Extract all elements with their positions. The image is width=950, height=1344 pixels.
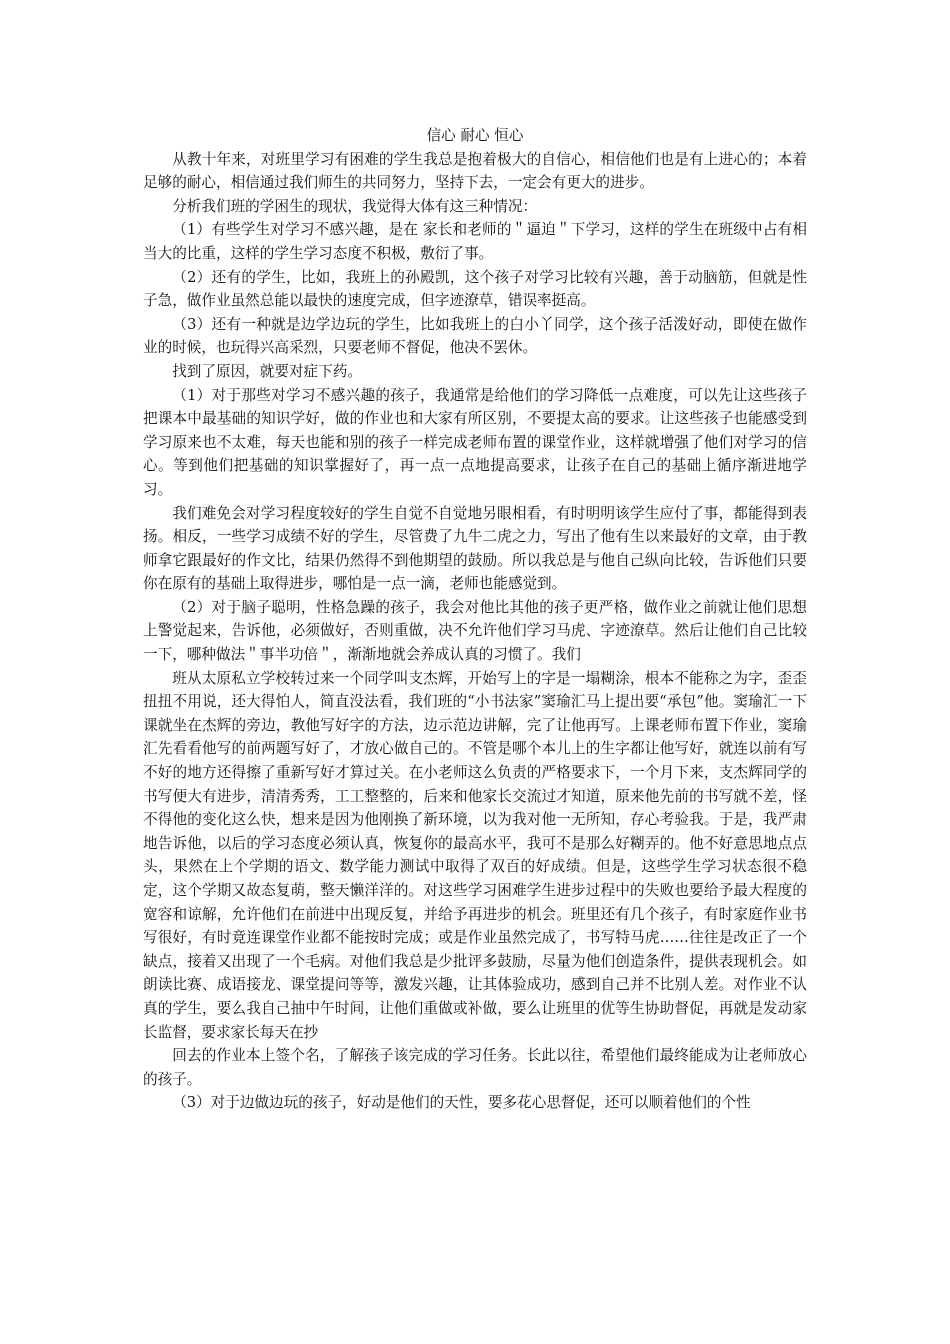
paragraph-intro: 从教十年来，对班里学习有困难的学生我总是抱着极大的自信心，相信他们也是有上进心的；本着足够的耐心，相信通过我们师生的共同努力，坚持下去，一定会有更大的进步。 bbox=[143, 150, 807, 192]
paragraph-remedy-2: （2）对于脑子聪明，性格急躁的孩子，我会对他比其他的孩子更严格，做作业之前就让他们思想上警觉起来，告诉他，必须做好，否则重做，决不允许他们学习马虎、字迹潦草。然后让他们自己比较一下，哪种做法＂事半功倍＂，渐渐地就会养成认真的习惯了。我们 bbox=[143, 598, 807, 664]
paragraph-remedy-1: （1）对于那些对学习不感兴趣的孩子，我通常是给他们的学习降低一点难度，可以先让这些孩子把课本中最基础的知识学好，做的作业也和大家有所区别，不要提太高的要求。让这些孩子也能感受到学习原来也不太难，每天也能和别的孩子一样完成老师布置的课堂作业，这样就增强了他们对学习的信心。等到他们把基础的知识掌握好了，再一点一点地提高要求，让孩子在自己的基础上循序渐进地学习。 bbox=[143, 386, 807, 498]
document-body bbox=[143, 124, 807, 1115]
paragraph-story: 班从太原私立学校转过来一个同学叫支杰辉，开始写上的字是一塌糊涂，根本不能称之为字，歪歪扭扭不用说，还大得怕人，简直没法看，我们班的“小书法家”窦瑜汇马上提出要“承包”他。窦瑜汇一下课就坐在杰辉的旁边，教他写好字的方法，边示范边讲解，完了让他再写。上课老师布置下作业，窦瑜汇先看看他写的前两题写好了，才放心做自己的。不管是哪个本儿上的生字都让他写好，就连以前有写不好的地方还得擦了重新写好才算过关。在小老师这么负责的严格要求下，一个月下来，支杰辉同学的书写便大有进步，清清秀秀，工工整整的，后来和他家长交流过才知道，原来他先前的书写就不差，怪不得他的变化这么快，想来是因为他刚换了新环境，以为我对他一无所知，存心考验我。于是，我严肃地告诉他，以后的学习态度必须认真，恢复你的最高水平，我可不是那么好糊弄的。他不好意思地点点头，果然在上个学期的语文、数学能力测试中取得了双百的好成绩。但是，这些学生学习状态很不稳定，这个学期又故态复萌，整天懒洋洋的。对这些学习困难学生进步过程中的失败也要给予最大程度的宽容和谅解，允许他们在前进中出现反复，并给予再进步的机会。班里还有几个孩子，有时家庭作业书写很好，有时竟连课堂作业都不能按时完成；或是作业虽然完成了，书写特马虎……往往是改正了一个缺点，接着又出现了一个毛病。对他们我总是少批评多鼓励，尽量为他们创造条件，提供表现机会。如朗读比赛、成语接龙、课堂提问等等，激发兴趣，让其体验成功，感到自己并不比别人差。对作业不认真的学生，要么我自己抽中午时间，让他们重做或补做，要么让班里的优等生协助督促，再就是发动家长监督，要求家长每天在抄 bbox=[143, 669, 807, 1041]
paragraph-homework: 回去的作业本上签个名，了解孩子该完成的学习任务。长此以往，希望他们最终能成为让老师放心的孩子。 bbox=[143, 1047, 807, 1088]
paragraph-cause: 找到了原因，就要对症下药。 bbox=[172, 362, 362, 380]
document-title: 信心 耐心 恒心 bbox=[426, 127, 524, 144]
paragraph-comparison: 我们难免会对学习程度较好的学生自觉不自觉地另眼相看，有时明明该学生应付了事，都能得到表扬。相反，一些学习成绩不好的学生，尽管费了九牛二虎之力，写出了他有生以来最好的文章，由于教师拿它跟最好的作文比，结果仍然得不到他期望的鼓励。所以我总是与他自己纵向比较，告诉他们只要你在原有的基础上取得进步，哪怕是一点一滴，老师也能感觉到。 bbox=[143, 504, 807, 593]
paragraph-remedy-3: （3）对于边做边玩的孩子，好动是他们的天性，要多花心思督促，还可以顺着他们的个性 bbox=[172, 1094, 751, 1112]
paragraph-case-2: （2）还有的学生，比如，我班上的孙殿凯，这个孩子对学习比较有兴趣，善于动脑筋，但就是性子急，做作业虽然总能以最快的速度完成，但字迹潦草，错误率挺高。 bbox=[143, 268, 807, 310]
paragraph-case-1: （1）有些学生对学习不感兴趣，是在 家长和老师的＂逼迫＂下学习，这样的学生在班级中占有相当大的比重，这样的学生学习态度不积极，敷衍了事。 bbox=[143, 221, 807, 262]
paragraph-analysis: 分析我们班的学困生的现状，我觉得大体有这三种情况： bbox=[172, 197, 538, 215]
paragraph-case-3: （3）还有一种就是边学边玩的学生，比如我班上的白小丫同学，这个孩子活泼好动，即使在做作业的时候，也玩得兴高采烈，只要老师不督促，他决不罢休。 bbox=[143, 315, 807, 357]
